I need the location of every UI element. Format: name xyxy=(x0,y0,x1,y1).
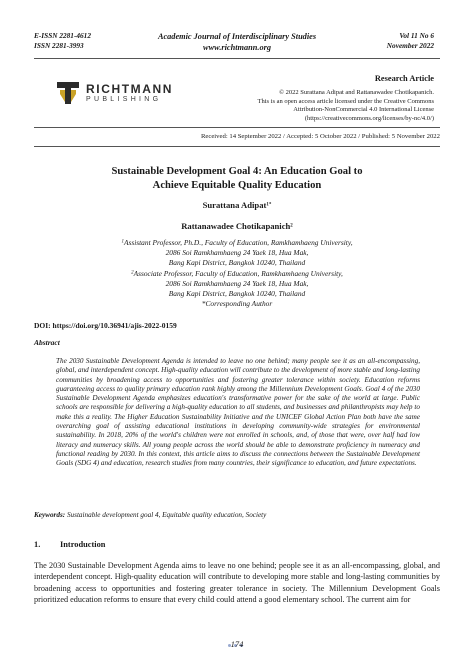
section-number: 1. xyxy=(34,540,41,549)
page-decoration-dots xyxy=(226,634,248,638)
affiliation-1-line-1 xyxy=(60,238,414,248)
title-line-1: Sustainable Development Goal 4: An Education Goal to xyxy=(111,166,363,177)
author-1-marker: 1* xyxy=(266,202,272,208)
affiliation-2-marker: 2 xyxy=(131,270,134,276)
header-divider xyxy=(34,58,440,59)
license-line-3: Attribution-NonCommercial 4.0 International License xyxy=(293,106,434,114)
abstract-heading: Abstract xyxy=(34,338,60,347)
affiliation-1-text: Assistant Professor, Ph.D., Faculty of Education, Ramkhamhaeng University, xyxy=(123,238,353,247)
journal-name: Academic Journal of Interdisciplinary Studies xyxy=(157,32,317,41)
keywords-text: Sustainable development goal 4, Equitable quality education, Society xyxy=(65,511,267,519)
published-date: Published: 5 November 2022 xyxy=(361,133,440,140)
journal-title-block xyxy=(120,31,354,53)
logo-subtitle: PUBLISHING xyxy=(86,96,162,103)
logo-name: RICHTMANN xyxy=(86,82,174,96)
volume: Vol 11 No 6 xyxy=(399,31,434,40)
keywords xyxy=(34,511,440,519)
journal-issn-block xyxy=(34,31,91,51)
affiliations xyxy=(60,238,414,309)
title-line-2: Achieve Equitable Quality Education xyxy=(152,179,322,191)
affiliation-2-line-3: Bang Kapi District, Bangkok 10240, Thailand xyxy=(168,289,306,299)
page-number: 174 xyxy=(230,639,244,649)
paper-title xyxy=(60,165,414,192)
received-date: Received: 14 September 2022 xyxy=(200,133,282,140)
license-line-1: © 2022 Surattana Adipat and Rattanawadee Chotikapanich. xyxy=(279,89,434,96)
journal-website[interactable]: www.richtmann.org xyxy=(203,43,271,52)
license-block xyxy=(194,89,434,123)
keywords-label: Keywords: xyxy=(34,511,66,519)
doi-link[interactable]: DOI: https://doi.org/10.36941/ajis-2022-0159 xyxy=(34,321,177,330)
richtmann-logo-icon xyxy=(55,80,81,106)
publication-dates xyxy=(34,133,440,140)
issue-date: November 2022 xyxy=(386,41,434,50)
date-separator: / xyxy=(356,133,362,140)
dates-bottom-divider xyxy=(34,146,440,147)
date-separator: / xyxy=(281,133,287,140)
affiliation-2-line-1 xyxy=(60,269,414,279)
affiliation-2-text: Associate Professor, Faculty of Education, Ramkhamhaeng University, xyxy=(133,268,343,278)
affiliation-1-line-2: 2086 Soi Ramkhamhaeng 24 Yaek 18, Hua Mak, xyxy=(165,248,309,258)
author-1-name: Surattana Adipat xyxy=(202,200,267,210)
affiliation-1-marker: 1 xyxy=(121,239,124,245)
affiliation-2-line-2: 2086 Soi Ramkhamhaeng 24 Yaek 18, Hua Mak, xyxy=(165,278,309,288)
author-2 xyxy=(60,221,414,231)
article-type: Research Article xyxy=(374,74,434,83)
section-title: Introduction xyxy=(60,540,106,549)
author-2-name: Rattanawadee Chotikapanich xyxy=(181,221,291,231)
intro-paragraph: The 2030 Sustainable Development Agenda aims to leave no one behind; people see it as an all-encompassing, global, and interdependent concept. High-quality education will contribute to developing more stable and long-lasting communities by broadening access to opportunities and fostering greater tolerance in society. The Millennium Development Goals prioritized education reforms to ensure that every child could attend a good elementary school. The current aim for xyxy=(34,561,440,604)
section-heading xyxy=(34,540,105,549)
license-line-2: This is an open access article licensed under the Creative Commons xyxy=(257,97,434,105)
dates-top-divider xyxy=(34,127,440,128)
author-1 xyxy=(60,200,414,210)
eissn: E-ISSN 2281-4612 xyxy=(34,31,91,40)
abstract-text: The 2030 Sustainable Development Agenda is intended to leave no one behind; many people see it as an all-encompassing, global, and interdependent concept. High-quality education will contribute to the development of more stable and long-lasting communities by broadening access to opportunities and fostering greater tolerance within society. Education reforms guaranteeing access to quality primary education rank highly among the Millennium Development Goals. Goal 4 of the 2030 Sustainable Development Agenda emphasizes education's transformative power for the sake of the world at large. Public schools are responsible for delivering a high-quality education to all students, and businesses and philanthropists may help to make this a reality. The Higher Education Sustainability Initiative and the UNICEF Global Action Plan both have the same overarching goal of assisting educational institutions in developing community-wide strategies for environmental sustainability. In 2018, 20% of the world's children were not enrolled in schools, and, of those that were, over half had low literacy and numeracy skills. All young people across the world should be able to demonstrate proficiency in numeracy and functional reading by 2030. In this context, this article aims to discuss the connections between the Sustainable Development Goals (SDG 4) and education, research studies from many countries, their significance to education, and future expectations. xyxy=(56,357,420,468)
publisher-logo xyxy=(55,80,175,106)
accepted-date: Accepted: 5 October 2022 xyxy=(286,133,357,140)
issn: ISSN 2281-3993 xyxy=(34,41,84,50)
license-link[interactable]: (https://creativecommons.org/licenses/by-nc/4.0/) xyxy=(304,114,434,122)
author-2-marker: 2 xyxy=(290,223,293,229)
volume-block xyxy=(387,31,434,51)
corresponding-author-note: *Corresponding Author xyxy=(201,299,273,309)
affiliation-1-line-3: Bang Kapi District, Bangkok 10240, Thailand xyxy=(168,258,306,268)
